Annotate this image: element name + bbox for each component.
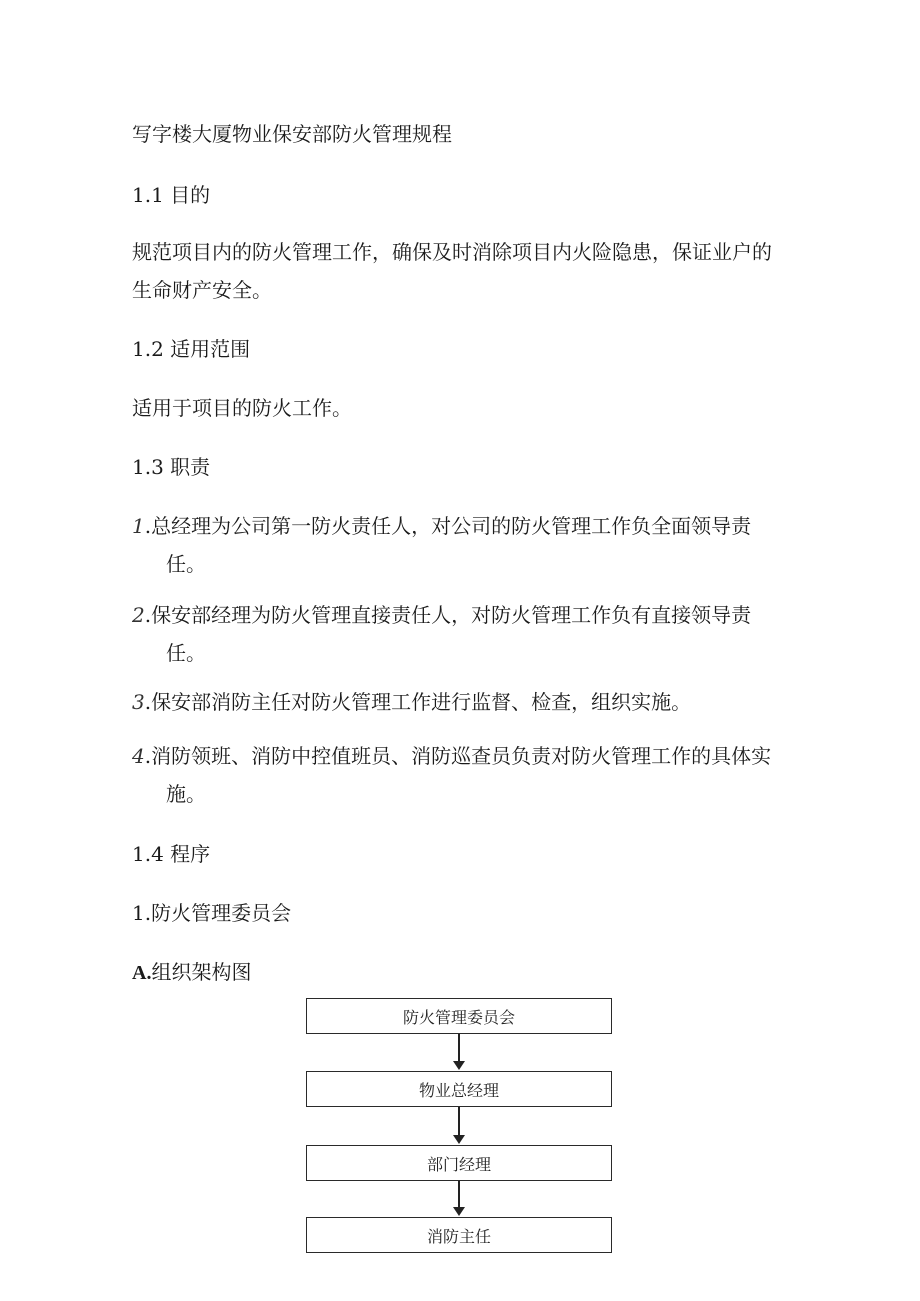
duty-item-4 [132,744,771,768]
org-chart-label [132,960,251,985]
org-node-department-manager: 部门经理 [306,1145,612,1181]
section-1-2-heading: 1.2 适用范围 [132,337,251,361]
duty-item-3 [132,690,691,714]
section-1-4-heading: 1.4 程序 [132,842,211,866]
duty-number: 4 [132,744,145,768]
section-1-2-body: 适用于项目的防火工作。 [132,396,352,420]
duty-text: .保安部消防主任对防火管理工作进行监督、检查，组织实施。 [144,690,692,714]
section-1-1-body-line2: 生命财产安全。 [132,278,272,302]
duty-text: .消防领班、消防中控值班员、消防巡查员负责对防火管理工作的具体实 [144,744,772,768]
section-1-3-heading: 1.3 职责 [132,455,211,479]
section-1-1-body-line1: 规范项目内的防火管理工作，确保及时消除项目内火险隐患，保证业户的 [132,240,772,264]
org-chart [300,993,620,1263]
org-arrow-2 [458,1107,460,1142]
duty-item-2 [132,603,751,627]
org-arrow-3 [458,1181,460,1214]
org-chart-label-text: 组织架构图 [151,960,252,984]
duty-text: .总经理为公司第一防火责任人，对公司的防火管理工作负全面领导责 [144,514,752,538]
duty-text: .保安部经理为防火管理直接责任人，对防火管理工作负有直接领导责 [144,603,752,627]
duty-item-4-cont: 施。 [166,782,206,806]
duty-number: 3 [132,690,145,714]
org-node-general-manager: 物业总经理 [306,1071,612,1107]
document-title: 写字楼大厦物业保安部防火管理规程 [132,122,452,146]
org-node-fire-committee: 防火管理委员会 [306,998,612,1034]
section-1-4-sub: 1.防火管理委员会 [132,901,292,925]
duty-number: 1 [132,514,145,538]
org-chart-label-prefix: A. [132,962,152,984]
duty-item-2-cont: 任。 [166,641,206,665]
org-arrow-1 [458,1034,460,1068]
duty-item-1 [132,514,751,538]
org-node-fire-director: 消防主任 [306,1217,612,1253]
duty-number: 2 [132,603,145,627]
section-1-1-heading: 1.1 目的 [132,183,211,207]
duty-item-1-cont: 任。 [166,552,206,576]
